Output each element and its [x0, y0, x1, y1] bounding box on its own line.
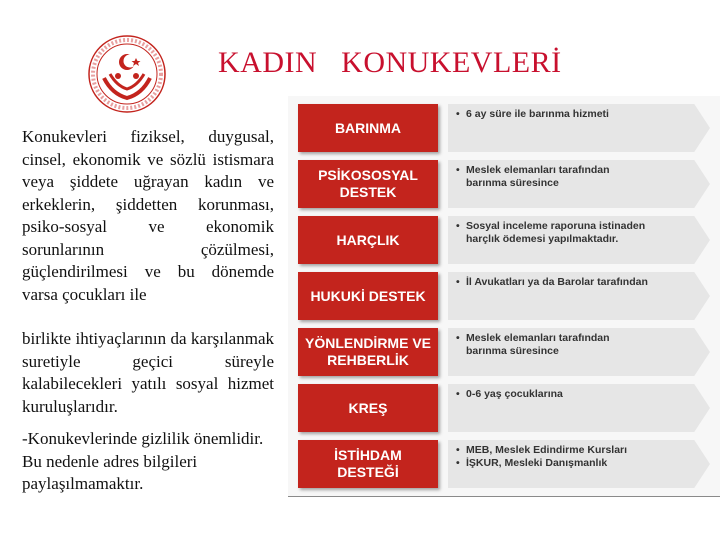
service-description	[456, 164, 696, 190]
services-infographic	[288, 96, 720, 497]
service-detail: • İŞKUR, Mesleki Danışmanlık	[456, 457, 696, 470]
service-label: BARINMA	[298, 104, 438, 152]
service-detail: • 6 ay süre ile barınma hizmeti	[456, 108, 696, 121]
service-label: HARÇLIK	[298, 216, 438, 264]
service-description	[456, 388, 696, 401]
service-description	[456, 332, 696, 358]
service-row-barinma	[298, 104, 710, 152]
intro-paragraph-continued: birlikte ihtiyaçlarının da karşılanmak suretiyle geçici süreyle kalabilecekleri yatılı sosyal hizmet kuruluşlarıdır.	[22, 329, 274, 416]
service-label: YÖNLENDİRME VE REHBERLİK	[298, 328, 438, 376]
service-description	[456, 108, 696, 121]
service-row-hukuki	[298, 272, 710, 320]
service-description	[456, 276, 696, 289]
service-detail: • İl Avukatları ya da Barolar tarafından	[456, 276, 696, 289]
service-detail: • Meslek elemanları tarafından barınma süresince	[456, 164, 696, 190]
service-row-istihdam	[298, 440, 710, 488]
service-label: KREŞ	[298, 384, 438, 432]
service-row-yonlendirme	[298, 328, 710, 376]
service-detail: • 0-6 yaş çocuklarına	[456, 388, 696, 401]
service-detail: • Meslek elemanları tarafından barınma süresince	[456, 332, 696, 358]
ministry-logo	[62, 34, 192, 114]
intro-paragraph: Konukevleri fiziksel, duygusal, cinsel, ekonomik ve sözlü istismara veya şiddete uğrayan kadın ve erkeklerin, şiddetten korunması, psiko-sosyal ve ekonomik sorunlarının çözülmesi, güçlendirilmesi ve bu dönemde varsa çocukları ile	[22, 127, 274, 304]
service-row-psikososyal	[298, 160, 710, 208]
privacy-note: -Konukevlerinde gizlilik önemlidir. Bu nedenle adres bilgileri paylaşılmamaktır.	[22, 429, 264, 493]
footer-url[interactable]: www.aile.gov.tr	[586, 512, 666, 524]
service-label: İSTİHDAM DESTEĞİ	[298, 440, 438, 488]
page-title: KADIN KONUKEVLERİ	[218, 46, 562, 79]
service-label: PSİKOSOSYAL DESTEK	[298, 160, 438, 208]
service-description	[456, 444, 696, 470]
service-detail: • Sosyal inceleme raporuna istinaden harçlık ödemesi yapılmaktadır.	[456, 220, 696, 246]
ministry-emblem-icon	[62, 34, 192, 114]
service-detail: • MEB, Meslek Edindirme Kursları	[456, 444, 696, 457]
service-label: HUKUKİ DESTEK	[298, 272, 438, 320]
service-row-kres	[298, 384, 710, 432]
service-row-harclik	[298, 216, 710, 264]
service-description	[456, 220, 696, 246]
